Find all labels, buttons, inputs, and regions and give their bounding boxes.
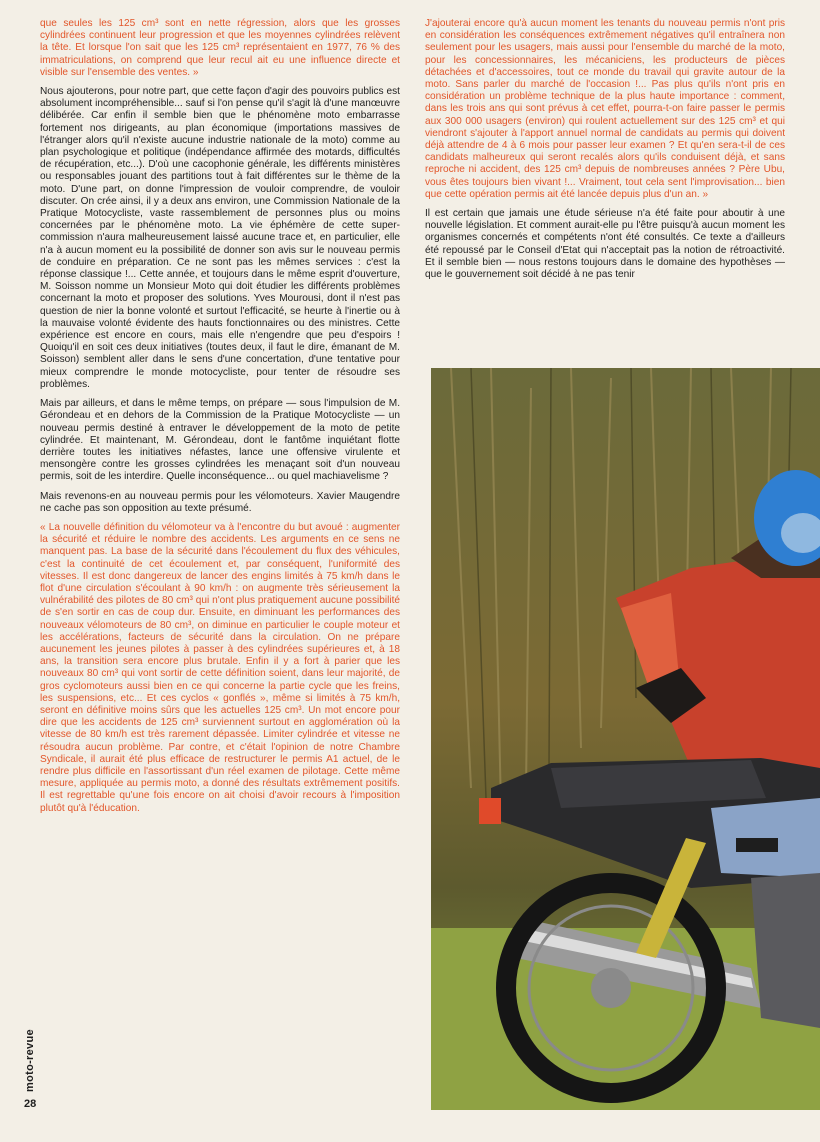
quote-paragraph: J'ajouterai encore qu'à aucun moment les tenants du nouveau permis n'ont pris en considération les conséquences extrêmement négatives qu'il entraînera non seulement pour les usagers, mais aussi pour l'ensemble du marché de la moto, pour les concessionnaires, les mécaniciens, les producteurs de pièces détachées et d'accessoires, tout ce monde du travail qui gravite autour de la moto. Sans parler du marché de l'occasion !... Pas plus qu'ils n'ont pris en considération un problème technique de la plus haute importance : comment, dans les trois ans qui sont prévus à cet effet, pourra-t-on faire passer le permis aux 300 000 usagers (environ) qui roulent actuellement sur des 125 cm³ et qui viendront s'ajouter à l'apport annuel normal de candidats au permis qui doivent déjà attendre de 4 à 6 mois pour passer leur examen ? Et qu'en sera-t-il de ces candidats malheureux qui seront recalés alors qu'ils conduisent déjà, et sans reproche ni accident, des 125 cm³ depuis de nombreuses années ? Père Ubu, vous êtes toujours bien vivant !... Vraiment, tout cela sent l'improvisation... bien que cette opération permis ait été lancée depuis plus d'un an. »: [425, 18, 785, 200]
right-column: [425, 18, 785, 288]
quote-paragraph: « La nouvelle définition du vélomoteur va à l'encontre du but avoué : augmenter la sécurité et réduire le nombre des accidents. Les arguments en ce sens ne manquent pas. La base de la sécurité dans l'écoulement du flux des véhicules, c'est la continuité de cet écoulement et, par conséquent, l'uniformité des vitesses. Il est donc dangereux de lancer des engins limités à 75 km/h dans le flot d'une circulation s'écoulant à 90 km/h : on augmente très sérieusement la vulnérabilité des pilotes de 80 cm³ qui n'ont plus pratiquement aucune possibilité de s'en sortir en cas de coup dur. Ensuite, en diminuant les performances des nouveaux vélomoteurs de 80 cm³, on diminue en particulier le couple moteur et les accélérations, facteurs de sécurité dans la circulation. On ne prépare aucunement les jeunes pilotes à passer à des cylindrées supérieures et, à 18 ans, la transition sera encore plus brutale. Enfin il y a fort à parier que les nouveaux 80 cm³ qui vont sortir de cette définition soient, dans leur majorité, de gros cyclomoteurs aussi bien en ce qui concerne la partie cycle que les freins, les suspensions, etc... Et ces cyclos « gonflés », même si limités à 75 km/h, seront en définitive moins sûrs que les actuelles 125 cm³. Un mot encore pour dire que les accidents de 125 cm³ surviennent surtout en agglomération où la vitesse de 80 km/h est très rarement dépassée. Limiter cylindrée et vitesse ne résoudra aucun problème. Par contre, et c'était l'opinion de notre Chambre Syndicale, il aurait été plus efficace de restructurer le permis A1 actuel, de le rendre plus difficile en l'assortissant d'un réel examen de pilotage. Cette même mesure, appliquée au permis moto, a donné des résultats extrêmement positifs. Il est regrettable qu'une fois encore on ait choisi d'avoir recours à l'imposition plutôt qu'à l'éducation.: [40, 521, 400, 814]
page-number: 28: [24, 1098, 37, 1110]
motorcycle-illustration: [431, 368, 820, 1110]
body-paragraph: Nous ajouterons, pour notre part, que cette façon d'agir des pouvoirs publics est absolument incompréhensible... sauf si l'on pense qu'il s'agit là d'une manœuvre délibérée. Car enfin il semble bien que le phénomène moto embarrasse fortement nos dirigeants, au plan économique (importations massives de l'étranger alors qu'il n'existe aucune industrie nationale de la moto) comme au plan psychologique et politique (indépendance affirmée des motards, difficultés de récupération, etc...). D'où une cacophonie générale, les différents ministères ou responsables jouant des partitions tout à fait différentes sur le thème de la moto. D'une part, on donne l'impression de vouloir comprendre, de vouloir discuter. On crée ainsi, il y a deux ans environ, une Commission Nationale de la Pratique Motocycliste, vaste rassemblement de personnes plus ou moins concernées par le phénomène moto. La vie éphémère de cette super-commission n'aura malheureusement laissé aucune trace et, en particulier, elle n'a à aucun moment eu la possibilité de donner son avis sur le nouveau permis de conduire en préparation. Ce ne sont pas les mêmes services : c'est la réponse classique !... Cette année, et toujours dans le même esprit d'ouverture, M. Soisson nomme un Monsieur Moto qui doit étudier les différents problèmes concernant la moto et proposer des solutions. Yves Mourousi, dont il n'est pas question de nier la bonne volonté et surtout l'efficacité, se heurte à l'inertie ou à la mauvaise volonté évidente des hauts fonctionnaires ou des ministres. Cette expérience est encore en cours, mais elle n'engendre que peu d'espoirs ! Quoiqu'il en soit ces deux initiatives (toutes deux, il faut le dire, émanant de M. Soisson) semblent aller dans le sens d'une concertation, d'une tentative pour mieux comprendre le monde motocycliste, pour tenter de résoudre ses problèmes.: [40, 86, 400, 390]
body-paragraph: Il est certain que jamais une étude sérieuse n'a été faite pour aboutir à une nouvelle législation. Et comment aurait-elle pu l'être puisqu'à aucun moment les organismes concernés et compétents n'ont été consultés. Ce texte a d'ailleurs été repoussé par le Conseil d'Etat qui n'acceptait pas la notion de rétroactivité. Et il semble bien — nous restons toujours dans le domaine des hypothèses — que le gouvernement soit décidé à ne pas tenir: [425, 208, 785, 281]
body-paragraph: Mais par ailleurs, et dans le même temps, on prépare — sous l'impulsion de M. Gérondeau et en dehors de la Commission de la Pratique Motocycliste — un nouveau permis destiné à entraver le développement de la moto de petite cylindrée. Et maintenant, M. Gérondeau, dont le fantôme inquiétant flotte derrière toutes les initiatives néfastes, lance une offensive virulente et mensongère contre les grosses cylindrées les menaçant soit d'un nouveau permis, soit de les interdire. Quelle inconséquence... ou quel machiavelisme ?: [40, 398, 400, 483]
magazine-name: moto-revue: [24, 1029, 36, 1092]
body-paragraph: Mais revenons-en au nouveau permis pour les vélomoteurs. Xavier Maugendre ne cache pas son opposition au texte présumé.: [40, 490, 400, 514]
left-column: [40, 18, 400, 822]
motorcycle-photo: [431, 368, 820, 1110]
quote-paragraph: que seules les 125 cm³ sont en nette régression, alors que les grosses cylindrées continuent leur progression et que les moyennes cylindrées relèvent la tête. Et lorsque l'on sait que les 125 cm³ représentaient en 1977, 76 % des immatriculations, on comprend que leur recul ait eu une influence directe et visible sur l'ensemble des ventes. »: [40, 18, 400, 78]
